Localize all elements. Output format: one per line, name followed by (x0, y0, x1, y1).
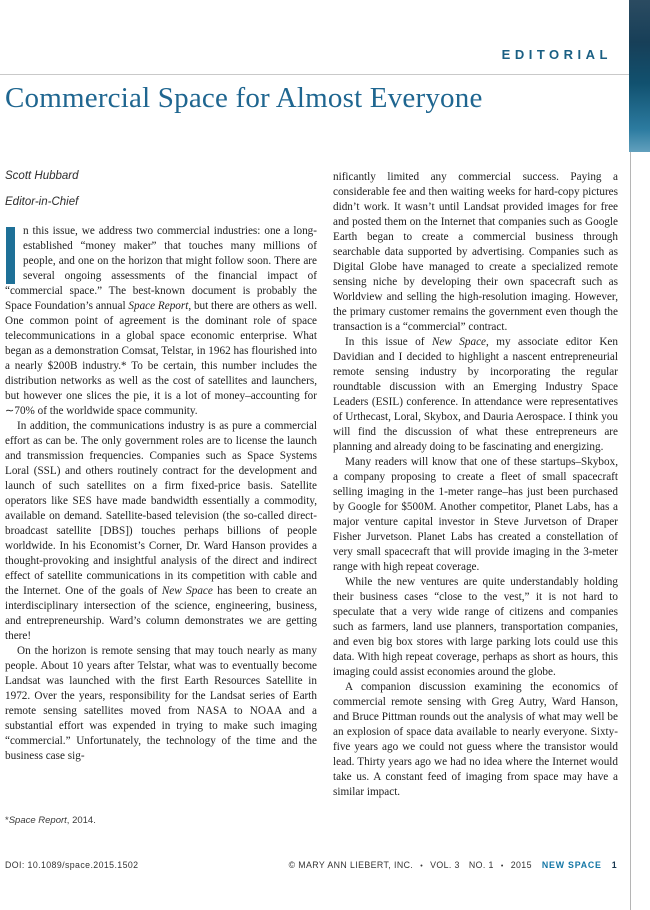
section-kicker: EDITORIAL (501, 47, 612, 62)
body-paragraph: A companion discussion examining the economics of commercial remote sensing with Greg Autry, Ward Hanson, and Bruce Pittman rounds out the analysis of what may well be an explosion of space data available to nearly everyone. Sixty-five years ago we could not guess where the transistor would lead. Thirty years ago we had no idea where the Internet would take us. A constant feed of imaging from space may have a similar impact. (333, 681, 618, 798)
bullet-separator: • (500, 863, 504, 870)
issue-text: NO. 1 (468, 860, 494, 870)
author-name: Scott Hubbard (5, 170, 79, 182)
header-rule (0, 74, 629, 75)
corner-accent-bar (629, 0, 650, 152)
body-paragraph: In addition, the communications industry is as pure a commercial effort as can be. The only government roles are to license the launch and transmission frequencies. Companies such as Space Systems Loral (SSL) and others routinely contract for the development and launch of such satellites on a firm fixed-price basis. Satellite operators like SES have made bandwidth essentially a commodity, available on demand. Satellite-based television (the so-called direct-broadcast satellite [DBS]) touches perhaps billions of people worldwide. In his Economist’s Corner, Dr. Ward Hanson provides a thought-provoking and insightful analysis of the direct and indirect effect of satellite communications in its competition with cable and the Internet. One of the goals of New Space has been to create an interdisciplinary intersection of the science, engineering, business, and entrepreneurship. Ward’s column demonstrates we are getting there! (5, 420, 317, 642)
bullet-separator: • (420, 863, 424, 870)
article-title: Commercial Space for Almost Everyone (5, 82, 483, 114)
drop-cap (6, 227, 15, 284)
right-column (333, 170, 618, 800)
right-margin-rule (630, 152, 632, 910)
volume-text: VOL. 3 (430, 860, 460, 870)
page-number: 1 (611, 860, 617, 870)
body-paragraph: Many readers will know that one of these startups–Skybox, a company proposing to create a fleet of small spacecraft selling imaging in the 1-meter range–has just been purchased by Google for $500M. Another competitor, Planet Labs, has a major venture capital investor in Steve Jurvetson of Draper Fisher Jurvetson. Planet Labs has created a constellation of very small spacecraft that will provide imaging in the 3-meter range with high repeat coverage. (333, 456, 618, 573)
body-paragraph: While the new ventures are quite understandably holding their business cases “close to the vest,” it is not hard to speculate that a very wide range of citizens and companies such as farmers, land use planners, transportation companies, and even big box stores with large parking lots could use this data. With high repeat coverage, perhaps as short as hours, this imaging could assist economies around the globe. (333, 576, 618, 678)
byline (5, 170, 317, 208)
journal-name: NEW SPACE (541, 860, 602, 870)
left-column (5, 170, 317, 800)
footer-citation (289, 860, 617, 870)
footnote: *Space Report, 2014. (5, 815, 96, 826)
author-role: Editor-in-Chief (5, 196, 79, 208)
body-paragraph (5, 224, 317, 419)
body-paragraph: On the horizon is remote sensing that may touch nearly as many people. About 10 years after Telstar, what was to eventually become Landsat was launched with the first Earth Resources Satellite in 1972. Over the years, responsibility for the Landsat series of Earth remote sensing satellites moved from NASA to NOAA and a substantial effort was expended in trying to make such imaging “commercial.” Unfortunately, the technology of the time and the business case sig- (5, 645, 317, 762)
page-footer (5, 860, 617, 870)
article-body (5, 170, 618, 800)
copyright-text: © MARY ANN LIEBERT, INC. (288, 860, 414, 870)
paragraph-text: n this issue, we address two commercial industries: one a long-established “money maker” that touches many millions of people, and one on the horizon that might follow soon. There are several ongoing assessments of the financial impact of “commercial space.” The best-known document is probably the Space Foundation’s annual Space Report, but there are others as well. One common point of agreement is the dominant role of space telecommunications in a global space economic enterprise. What began as a demonstration Comsat, Telstar, in 1962 has flourished into a nearly $200B industry.* To be certain, this number includes the distribution networks as well as the cost of satellites and launchers, but however one slices the pie, it is a lot of money–accounting for ∼70% of the worldwide space community. (5, 225, 317, 417)
year-text: 2015 (510, 860, 532, 870)
doi-text: DOI: 10.1089/space.2015.1502 (5, 860, 139, 870)
body-paragraph: In this issue of New Space, my associate editor Ken Davidian and I decided to highlight a nascent entrepreneurial remote sensing industry by incorporating the regular roundtable discussion with an Emerging Industry Space Leaders (ESIL) conference. In attendance were representatives of Urthecast, Loral, Skybox, and Dauria Aerospace. I think you will find the discussion of what these entrepreneurs are planning and already doing to be fascinating and energizing. (333, 336, 618, 453)
body-paragraph: nificantly limited any commercial success. Paying a considerable fee and then waiting weeks for hard-copy pictures didn’t work. It wasn’t until Landsat provided images for free and posted them on the Internet that companies such as Google Earth began to create a commercial business through searchable data supported by advertising. Companies such as Digital Globe have managed to create a specialized remote sensing niche by developing their own spacecraft such as Worldview and selling the high-resolution imaging. However, the primary customer remains the government even though the transaction is a “commercial” contract. (333, 171, 618, 333)
